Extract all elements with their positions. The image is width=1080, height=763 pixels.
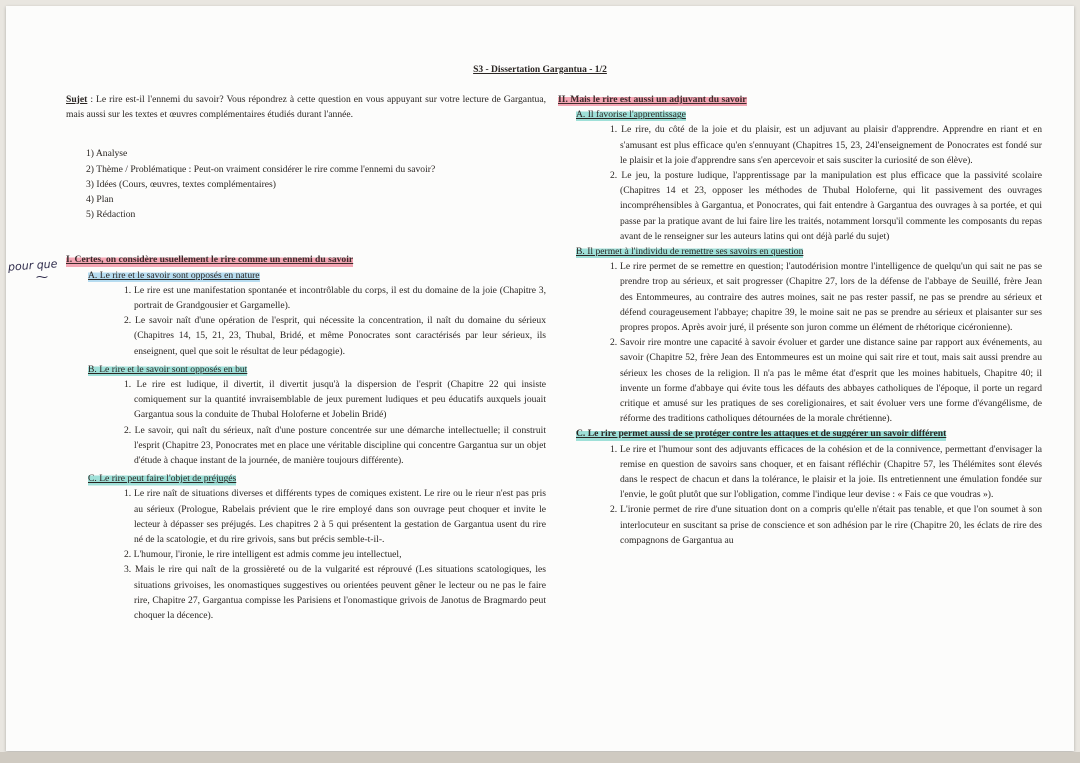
list-item: 1. Le rire est une manifestation spontanée et incontrôlable du corps, il est du domaine de la joie (Chapitre 3, portrait de Grandgousier et Gargamelle). bbox=[124, 284, 546, 312]
part2-b-block bbox=[576, 244, 1042, 426]
list-item: 2. Le savoir naît d'une opération de l'esprit, qui nécessite la concentration, il naît du domaine du sérieux (Chapitres 14, 15, 21, 23, Thubal, Bridé, et même Ponocrates sont caractérisés par leur sérieux, ils enseignent, quel que soit le résultat de leur pédagogie). bbox=[124, 315, 546, 357]
method-item: 5) Rédaction bbox=[86, 209, 136, 221]
method-item: 1) Analyse bbox=[86, 148, 128, 160]
list-item: 2. L'humour, l'ironie, le rire intelligent est admis comme jeu intellectuel, bbox=[124, 549, 402, 561]
list-item: 1. Le rire et l'humour sont des adjuvants efficaces de la cohésion et de la connivence, permettant d'envisager la remise en question de savoirs sans choquer, et en faisant réfléchir (Chapitre 57, les Thélémites sont élevés dans le respect de chacun et dans la tolérance, le plaisir et la joie. Ils entretiennent une émulation fondée sur l'envie, le goût plutôt que sur l'obligation, comme l'indique leur devise : « Fais ce que voudras »). bbox=[610, 443, 1042, 501]
method-item: 4) Plan bbox=[86, 194, 114, 206]
right-column bbox=[558, 92, 1042, 548]
part1-a-block bbox=[88, 268, 546, 359]
part1-a-heading: A. Le rire et le savoir sont opposés en nature bbox=[88, 268, 260, 283]
part1-b-heading: B. Le rire et le savoir sont opposés en but bbox=[88, 362, 247, 377]
part2-section bbox=[558, 92, 1042, 548]
method-item: 2) Thème / Problématique : Peut-on vraiment considérer le rire comme l'ennemi du savoir? bbox=[86, 163, 436, 175]
list-item: 2. Le jeu, la posture ludique, l'apprentissage par la manipulation est plus efficace que la passivité scolaire (Chapitres 14 et 23, opposer les méthodes de Thubal Holoferne, qui lit passivement des ouvrages incompréhensibles à Gargantua, et Ponocrates, qui fait entendre à Gargantua des ouvrages à sa portée, et qui passe par la pratique avant de lui faire lire les traités, notamment lorsqu'il commente les composants du repas avant de le renseigner sur les auteurs latins qui ont déjà parlé du sujet) bbox=[610, 170, 1042, 242]
list-item: 3. Mais le rire qui naît de la grossièreté ou de la vulgarité est réprouvé (Les situations scatologiques, les situations grivoises, les onomastiques suggestives ou orientées peuvent gêner le lecteur ou ne pas le faire rire, Chapitre 27, Gargantua compisse les Parisiens et l'onomastique grivois de Janotus de Bragmardo peut choquer la décence). bbox=[124, 564, 546, 622]
part1-c-heading: C. Le rire peut faire l'objet de préjugés bbox=[88, 471, 236, 486]
part2-a-block bbox=[576, 107, 1042, 244]
list-item: 1. Le rire est ludique, il divertit, il divertit jusqu'à la dispersion de l'esprit (Chapitre 22 qui insiste comiquement sur la quantité invraisemblable de jeux purement ludiques et peu éducatifs auxquels jouait Gargantua sous la conduite de Thubal Holoferne et Jobelin Bridé) bbox=[124, 379, 546, 421]
part1-b-block bbox=[88, 362, 546, 468]
list-item: 1. Le rire, du côté de la joie et du plaisir, est un adjuvant au plaisir d'apprendre. Apprendre en riant et en s'amusant est plus efficace qu'en s'ennuyant (Chapitres 15, 23, 24l'enseignement de Ponocrates est fondé sur le plaisir et la joie d'apprendre sans s'en apercevoir et sais susciter la curiosité de son élève). bbox=[610, 124, 1042, 166]
part1-heading: I. Certes, on considère usuellement le rire comme un ennemi du savoir bbox=[66, 252, 353, 267]
subject-text: : Le rire est-il l'ennemi du savoir? Vous répondrez à cette question en vous appuyant sur votre lecture de Gargantua, mais aussi sur les textes et œuvres complémentaires étudiés durant l'année. bbox=[66, 94, 546, 121]
left-column bbox=[66, 92, 546, 623]
part1-section bbox=[66, 252, 546, 623]
list-item: 2. Savoir rire montre une capacité à savoir évoluer et garder une distance saine par rapport aux événements, au savoir (Chapitre 52, frère Jean des Entommeures est un moine qui sait rire et tout, mais sait aussi prendre au sérieux les choses de la religion. Il n'a pas le même état d'esprit que les moines habituels, Chapitre 40; il invente un forme d'abbaye qui évite tous les défauts des abbayes catholiques de l'époque, il porte un regard critique et amusé sur les pratiques de ses coreligionaires, et sait évoluer vers une forme d'évangélisme, de réforme des traditions catholiques détournées de la morale chrétienne). bbox=[610, 337, 1042, 425]
part2-a-heading: A. Il favorise l'apprentissage bbox=[576, 107, 686, 122]
part1-c-block bbox=[88, 471, 546, 623]
part2-c-block bbox=[576, 426, 1042, 548]
page-edge bbox=[0, 752, 1080, 763]
list-item: 1. Le rire permet de se remettre en question; l'autodérision montre l'intelligence de quelqu'un qui sait ne pas se prendre trop au sérieux, et sait progresser (Chapitre 27, lors de la défense de l'abbaye de Seuillé, frère Jean des Entommeures, au contraire des autres moines, sait ne pas rester passif, ne pas se prendre au sérieux et défend courageusement l'abbaye; chapitre 39, le moine sait ne pas se prendre au sérieux et plaisanter sur ses propres propos. Après avoir juré, il présente son juron comme un élément de rhétorique cicéronienne). bbox=[610, 261, 1042, 334]
part2-heading: II. Mais le rire est aussi un adjuvant du savoir bbox=[558, 92, 747, 107]
method-list bbox=[86, 146, 546, 222]
part2-c-heading: C. Le rire permet aussi de se protéger contre les attaques et de suggérer un savoir différent bbox=[576, 426, 946, 441]
margin-arrow-icon: ⁓ bbox=[36, 270, 48, 284]
subject-label: Sujet bbox=[66, 94, 88, 105]
part2-b-heading: B. Il permet à l'individu de remettre ses savoirs en question bbox=[576, 244, 803, 259]
document-page bbox=[6, 6, 1074, 751]
list-item: 1. Le rire naît de situations diverses et différents types de comiques existent. Le rire ou le rieur n'est pas pris au sérieux (Prologue, Rabelais prévient que le rire employé dans son ouvrage peut choquer et invite le lecteur à dépasser ses préjugés. Les chapitres 2 à 5 qui présentent la gestation de Gargantua usent du rire né de la scatologie, et du rire grivois, sans but précis semble-t-il-. bbox=[124, 488, 546, 546]
handwritten-margin-note: pour que bbox=[7, 257, 58, 274]
list-item: 2. Le savoir, qui naît du sérieux, naît d'une posture concentrée sur une démarche intellectuelle; il construit l'esprit (Chapitre 23, Ponocrates met en place une véritable discipline qui concentre Gargantua sur un objet d'étude à chaque instant de la journée, de manière toujours différente). bbox=[124, 424, 546, 467]
list-item: 2. L'ironie permet de rire d'une situation dont on a compris qu'elle n'était pas tenable, et que l'on soumet à son interlocuteur en suscitant sa prise de conscience et son adhésion par le rire (Chapitre 20, les éclats de rire des compagnons de Gargantua au bbox=[610, 504, 1042, 546]
subject-paragraph bbox=[66, 92, 546, 122]
document-title: S3 - Dissertation Gargantua - 1/2 bbox=[473, 65, 607, 75]
method-item: 3) Idées (Cours, œuvres, textes complémentaires) bbox=[86, 178, 276, 190]
